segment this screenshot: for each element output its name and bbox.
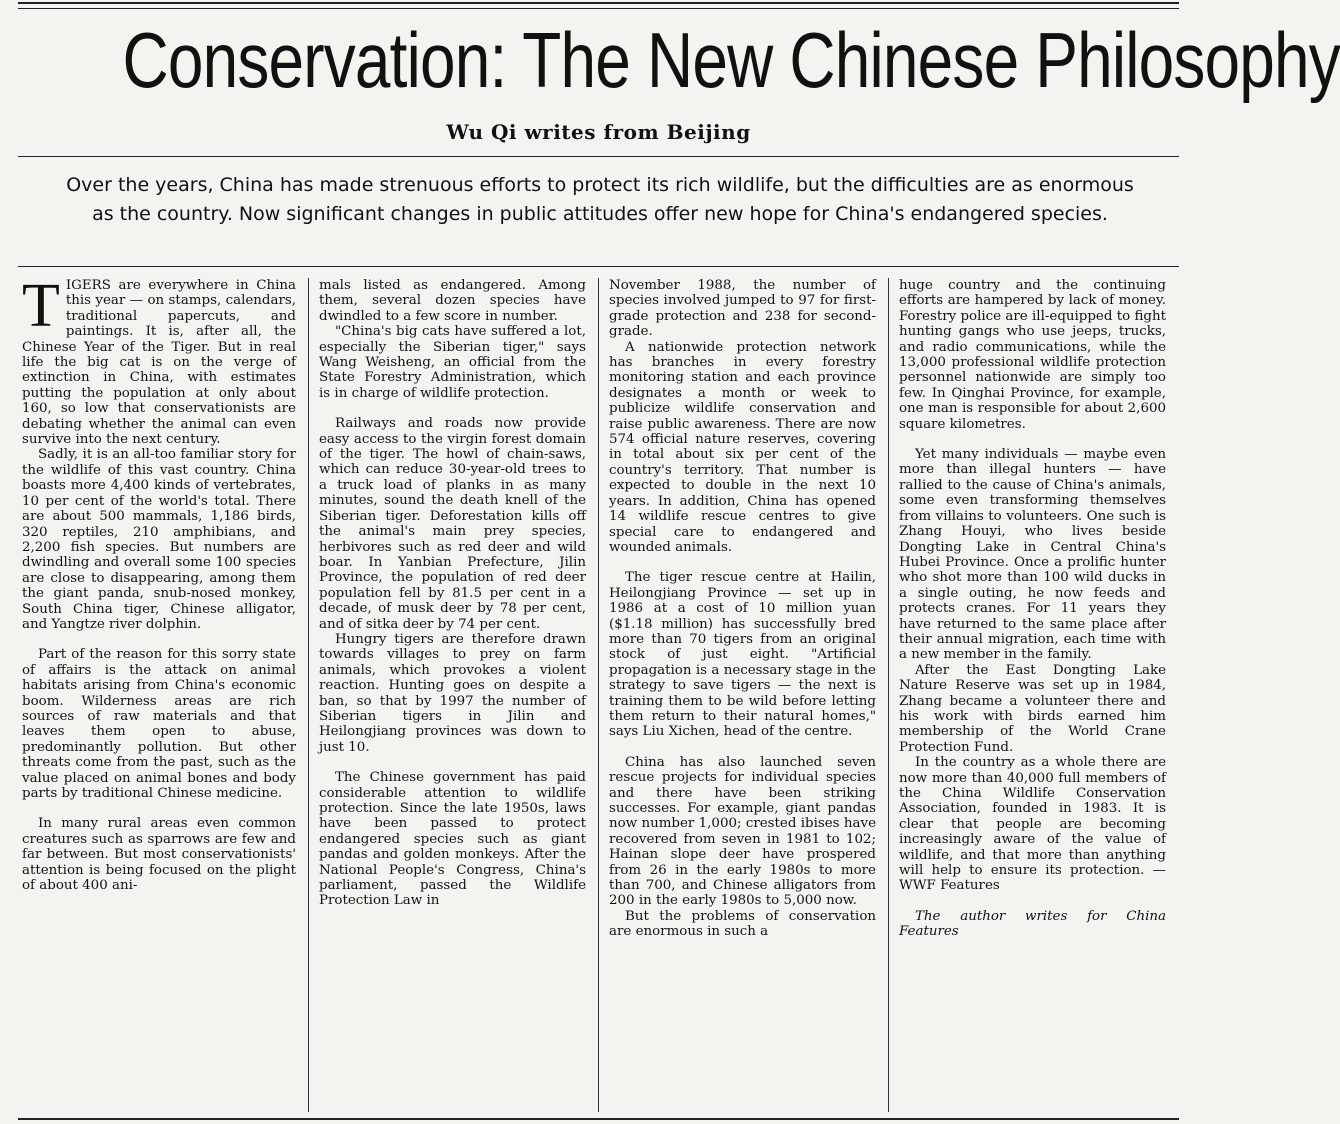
paragraph: November 1988, the number of species involved jumped to 97 for first-grade protection and 238 for second-grade. (609, 278, 876, 340)
column-1 (18, 272, 308, 1112)
paragraph: The tiger rescue centre at Hailin, Heilongjiang Province — set up in 1986 at a cost of 10 million yuan ($1.18 million) has successfully bred more than 70 tigers from an original stock of just eight. "Artificial propagation is a necessary stage in the strategy to save tigers — the next is training them to be wild before letting them return to their natural homes," says Liu Xichen, head of the centre. (609, 570, 876, 740)
divider (18, 156, 1179, 157)
paragraph: The Chinese government has paid considerable attention to wildlife protection. Since the late 1950s, laws have been passed to protect endangered species such as giant pandas and golden monkeys. After the National People's Congress, China's parliament, passed the Wildlife Protection Law in (319, 770, 586, 909)
paragraph: In many rural areas even common creatures such as sparrows are few and far between. But most conservationists' attention is being focused on the plight of about 400 ani- (22, 816, 296, 894)
paragraph: "China's big cats have suffered a lot, especially the Siberian tiger," says Wang Weisheng, an official from the State Forestry Administration, which is in charge of wildlife protection. (319, 324, 586, 401)
paragraph: Railways and roads now provide easy access to the virgin forest domain of the tiger. The howl of chain-saws, which can reduce 30-year-old trees to a truck load of planks in as many minutes, sound the death knell of the Siberian tiger. Deforestation kills off the animal's main prey species, herbivores such as red deer and wild boar. In Yanbian Prefecture, Jilin Province, the population of red deer population fell by 81.5 per cent in a decade, of musk deer by 78 per cent, and of sitka deer by 74 per cent. (319, 416, 586, 632)
paragraph: Part of the reason for this sorry state of affairs is the attack on animal habitats arising from China's economic boom. Wilderness areas are rich sources of raw materials and that leaves them open to abuse, predominantly pollution. But other threats come from the past, such as the value placed on animal bones and body parts by traditional Chinese medicine. (22, 647, 296, 801)
top-rule (18, 2, 1179, 9)
paragraph: China has also launched seven rescue projects for individual species and there have been striking successes. For example, giant pandas now number 1,000; crested ibises have recovered from seven in 1981 to 102; Hainan slope deer have prospered from 26 in the early 1980s to more than 700, and Chinese alligators from 200 in the early 1980s to 5,000 now. (609, 754, 876, 909)
bottom-rule (18, 1118, 1179, 1120)
column-3 (598, 278, 888, 1112)
column-2 (308, 278, 598, 1112)
paragraph: But the problems of conservation are enormous in such a (609, 908, 876, 940)
standfirst: Over the years, China has made strenuous efforts to protect its rich wildlife, but the difficulties are as enormous as the country. Now significant changes in public attitudes offer new hope for China's endangered species. (66, 174, 1134, 225)
paragraph: A nationwide protection network has branches in every forestry monitoring station and each province designates a month or week to publicize wildlife conservation and raise public awareness. There are now 574 official nature reserves, covering in total about six per cent of the country's territory. That number is expected to double in the next 10 years. In addition, China has opened 14 wildlife rescue centres to give special care to endangered and wounded animals. (609, 339, 876, 555)
author-note: The author writes for China Features (899, 908, 1166, 940)
paragraph: In the country as a whole there are now more than 40,000 full members of the China Wildlife Conservation Association, founded in 1983. It is clear that people are becoming increasingly aware of the value of wildlife, and that more than anything will help to ensure its protection. — WWF Features (899, 755, 1166, 894)
drop-cap: T (22, 272, 60, 340)
divider (18, 266, 1179, 267)
paragraph: Yet many individuals — maybe even more than illegal hunters — have rallied to the cause of China's animals, some even transforming themselves from villains to volunteers. One such is Zhang Houyi, who lives beside Dongting Lake in Central China's Hubei Province. Once a prolific hunter who shot more than 100 wild ducks in a single outing, he now feeds and protects cranes. For 11 years they have returned to the same place after their annual migration, each time with a new member in the family. (899, 447, 1166, 663)
byline: Wu Qi writes from Beijing (446, 120, 751, 144)
article-columns (18, 272, 1179, 1112)
paragraph: mals listed as endangered. Among them, several dozen species have dwindled to a few score in number. (319, 278, 586, 324)
paragraph: TIGERS are everywhere in China this year — on stamps, calendars, traditional papercuts, and paintings. It is, after all, the Chinese Year of the Tiger. But in real life the big cat is on the verge of extinction in China, with estimates putting the population at only about 160, so low that conservationists are debating whether the animal can even survive into the next century. (22, 272, 296, 448)
column-4 (888, 278, 1178, 1112)
paragraph: huge country and the continuing efforts are hampered by lack of money. Forestry police are ill-equipped to fight hunting gangs who use jeeps, trucks, and radio communications, while the 13,000 professional wildlife protection personnel nationwide are simply too few. In Qinghai Province, for example, one man is responsible for about 2,600 square kilometres. (899, 278, 1166, 432)
paragraph: After the East Dongting Lake Nature Reserve was set up in 1984, Zhang became a volunteer there and his work with birds earned him membership of the World Crane Protection Fund. (899, 662, 1166, 755)
headline: Conservation: The New Chinese Philosophy (122, 16, 1340, 104)
paragraph: Hungry tigers are therefore drawn towards villages to prey on farm animals, which provokes a violent reaction. Hunting goes on despite a ban, so that by 1997 the number of Siberian tigers in Jilin and Heilongjiang provinces was down to just 10. (319, 631, 586, 755)
paragraph: Sadly, it is an all-too familiar story for the wildlife of this vast country. China boasts more 4,400 kinds of vertebrates, 10 per cent of the world's total. There are about 500 mammals, 1,186 birds, 320 reptiles, 210 amphibians, and 2,200 fish species. But numbers are dwindling and overall some 100 species are close to disappearing, among them the giant panda, snub-nosed monkey, South China tiger, Chinese alligator, and Yangtze river dolphin. (22, 447, 296, 632)
